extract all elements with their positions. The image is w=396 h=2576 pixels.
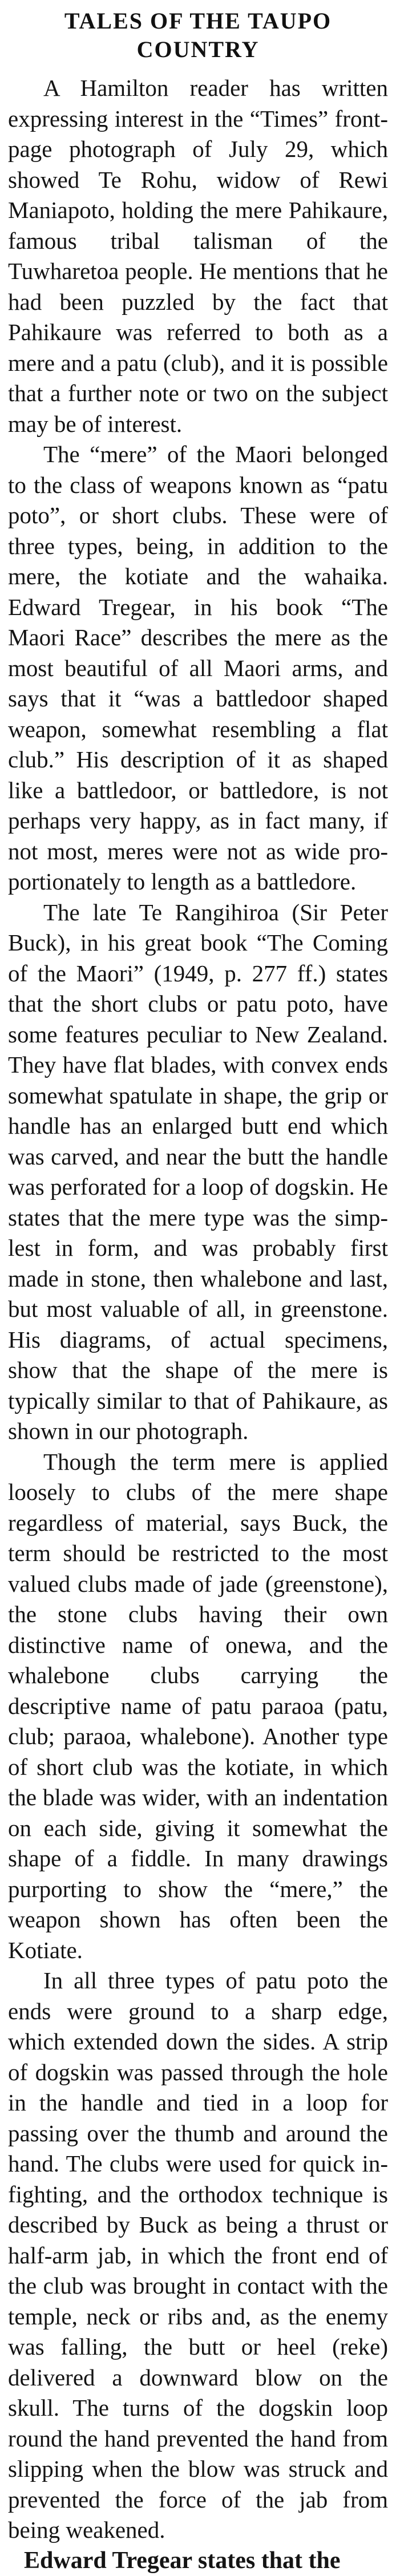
closing-line: Edward Tregear states that the [8, 2546, 388, 2576]
paragraph-4: Though the term mere is applied loosely to clubs of the mere shape regardless of material, says Buck, the term should be restricted to the most valued clubs made of jade (greenstone), the stone clubs having their own distinctive name of onewa, and the whalebone clubs carrying the descriptive name of patu paraoa (patu, club; paraoa, whalebone). Another type of short club was the kotiate, in which the blade was wider, with an indentation on each side, giving it somewhat the shape of a fiddle. In many drawings purporting to show the “mere,” the weapon shown has often been the Kotiate. [8, 1447, 388, 1966]
paragraph-5: In all three types of patu poto the ends were ground to a sharp edge, which extended down the sides. A strip of dogskin was passed through the hole in the handle and tied in a loop for passing over the thumb and around the hand. The clubs were used for quick infighting, and the orthodox technique is described by Buck as being a thrust or half-arm jab, in which the front end of the club was brought in contact with the temple, neck or ribs and, as the enemy was falling, the butt or heel (reke) delivered a downward blow on the skull. The turns of the dogskin loop round the hand prevented the hand from slipping when the blow was struck and prevented the force of the jab from being weakened. [8, 1966, 388, 2546]
headline-line-1: TALES OF THE TAUPO [8, 7, 388, 35]
headline [8, 7, 388, 64]
newspaper-column [8, 7, 388, 2491]
paragraph-1: A Hamilton reader has written expressing interest in the “Times” front-page photograph of July 29, which showed Te Rohu, widow of Rewi Maniapoto, holding the mere Pahikaure, famous tribal talisman of the Tuwharetoa people. He mentions that he had been puzzled by the fact that Pahikaure was referred to both as a mere and a patu (club), and it is possible that a further note or two on the subject may be of interest. [8, 73, 388, 439]
headline-line-2: COUNTRY [8, 35, 388, 64]
paragraph-2: The “mere” of the Maori belonged to the class of weapons known as “patu poto”, or short clubs. These were of three types, being, in addition to the mere, the kotiate and the wahaika. Edward Tregear, in his book “The Maori Race” describes the mere as the most beautiful of all Maori arms, and says that it “was a battledoor shaped weapon, somewhat resembling a flat club.” His description of it as shaped like a battledoor, or battledore, is not perhaps very happy, as in fact many, if not most, meres were not as wide proportionately to length as a battledore. [8, 439, 388, 897]
paragraph-3: The late Te Rangihiroa (Sir Peter Buck), in his great book “The Coming of the Maori” (1949, p. 277 ff.) states that the short clubs or patu poto, have some features peculiar to New Zealand. They have flat blades, with convex ends somewhat spatulate in shape, the grip or handle has an enlarged butt end which was carved, and near the butt the handle was perforated for a loop of dogskin. He states that the mere type was the simplest in form, and was probably first made in stone, then whalebone and last, but most valuable of all, in greenstone. His diagrams, of actual specimens, show that the shape of the mere is typically similar to that of Pahikaure, as shown in our photograph. [8, 897, 388, 1447]
article-body [8, 73, 388, 2576]
